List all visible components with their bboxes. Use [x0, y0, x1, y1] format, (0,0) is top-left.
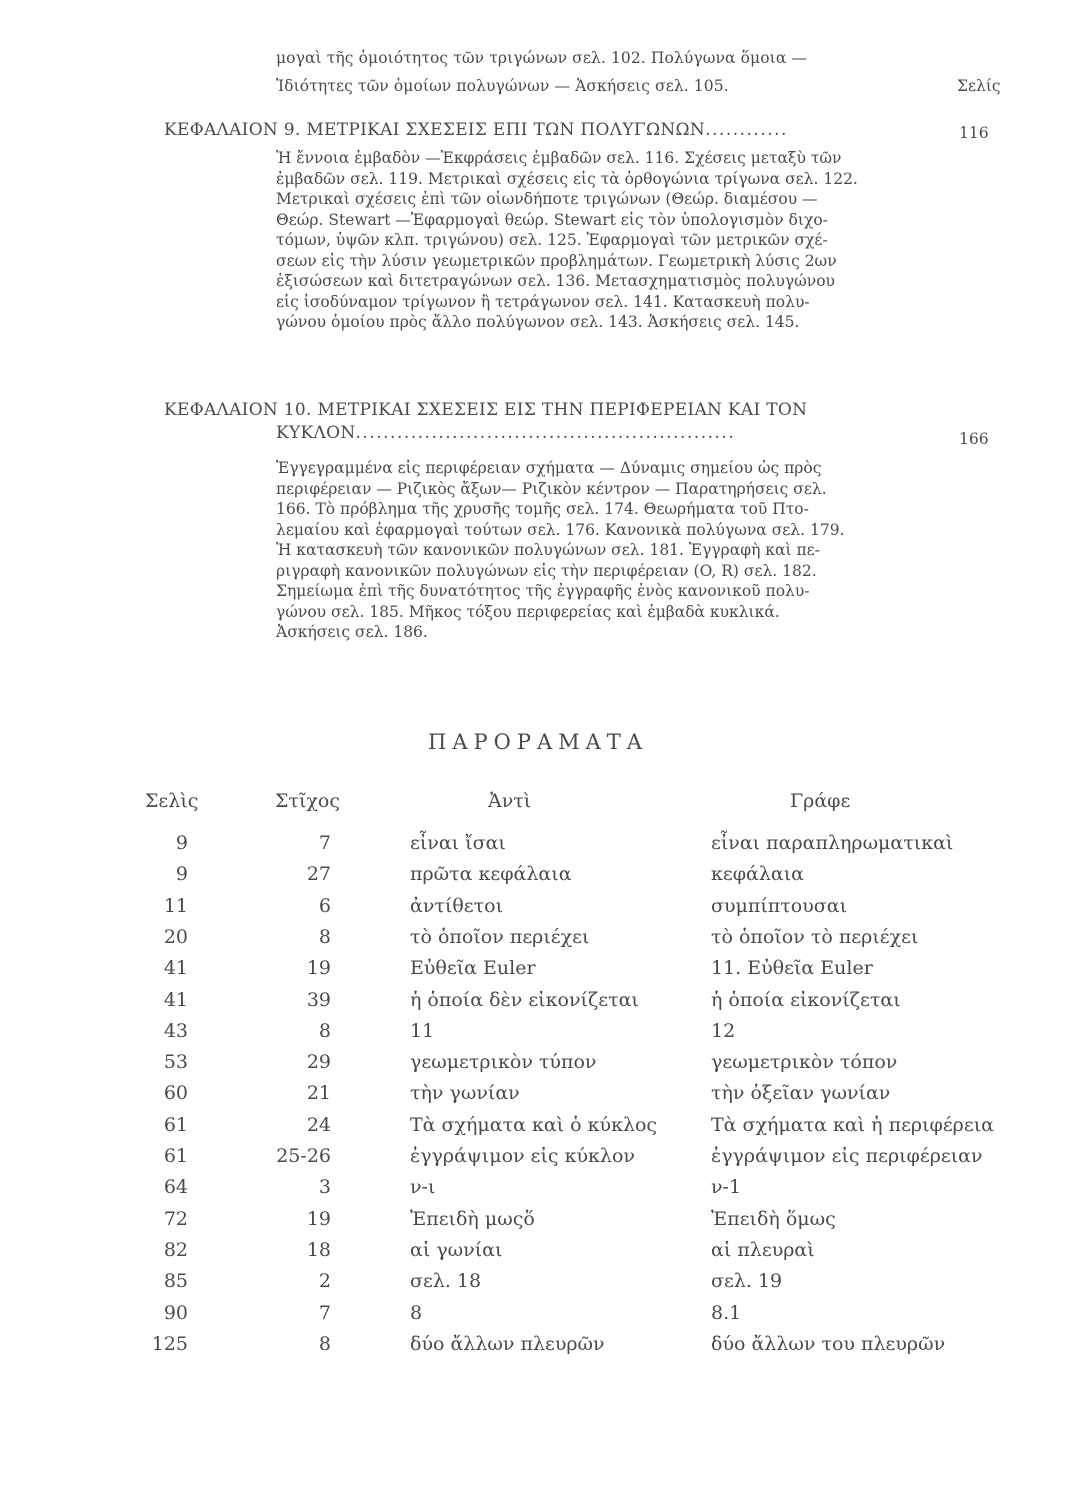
errata-line-cell: 2: [318, 1270, 331, 1293]
description-line: Ἐγγεγραμμένα εἰς περιφέρειαν σχήματα — Δύναμις σημείου ὡς πρὸς: [276, 459, 822, 477]
description-line: Ἀσκήσεις σελ. 186.: [276, 623, 428, 641]
errata-page-cell: 85: [163, 1270, 188, 1293]
continuation-line: μογαὶ τῆς ὁμοιότητος τῶν τριγώνων σελ. 102. Πολύγωνα ὅμοια —: [276, 49, 808, 67]
header-anti: Ἀντὶ: [488, 790, 532, 812]
continuation-line: Ἰδιότητες τῶν ὁμοίων πολυγώνων — Ἀσκήσεις σελ. 105.: [276, 77, 729, 95]
errata-anti-cell: αἱ γωνίαι: [410, 1238, 503, 1261]
errata-line-cell: 8: [318, 1019, 331, 1042]
errata-page-cell: 61: [163, 1145, 188, 1167]
page-column-label: Σελίς: [957, 77, 1001, 95]
chapter-10-description: [276, 458, 845, 643]
errata-anti-cell: Τὰ σχήματα καὶ ὁ κύκλος: [410, 1113, 658, 1136]
table-row: [0, 1270, 1076, 1300]
table-row: [0, 926, 1076, 956]
errata-line-cell: 7: [318, 1301, 331, 1324]
errata-grafe-cell: Ἐπειδὴ ὅμως: [711, 1207, 836, 1230]
errata-page-cell: 72: [163, 1207, 188, 1230]
description-line: Μετρικαὶ σχέσεις ἐπὶ τῶν οἱωνδήποτε τριγώνων (Θεώρ. διαμέσου —: [276, 190, 818, 208]
leader-dots: .......................................................: [355, 423, 736, 443]
errata-page-cell: 41: [163, 957, 188, 980]
errata-anti-cell: Ἐπειδὴ μωςὅ: [410, 1207, 535, 1230]
errata-anti-cell: γεωμετρικὸν τύπον: [410, 1051, 597, 1074]
table-row: [0, 1114, 1076, 1144]
errata-line-cell: 3: [318, 1176, 331, 1199]
description-line: γώνου ὁμοίου πρὸς ἄλλο πολύγωνον σελ. 143. Ἀσκήσεις σελ. 145.: [276, 313, 800, 331]
table-row: [0, 1082, 1076, 1112]
table-row: [0, 1176, 1076, 1206]
errata-line-cell: 18: [306, 1238, 331, 1261]
errata-page-cell: 9: [175, 863, 188, 886]
errata-grafe-cell: δύο ἄλλων του πλευρῶν: [711, 1332, 946, 1355]
table-row: [0, 957, 1076, 987]
errata-anti-cell: 8: [410, 1301, 423, 1324]
header-grafe: Γράφε: [790, 790, 851, 812]
description-line: Ἡ κατασκευὴ τῶν κανονικῶν πολυγώνων σελ. 181. Ἐγγραφὴ καὶ πε-: [276, 541, 820, 559]
chapter-10-page: 166: [959, 430, 989, 448]
description-line: Θεώρ. Stewart —Ἐφαρμογαὶ θεώρ. Stewart εἰς τὸν ὑπολογισμὸν διχο-: [276, 210, 828, 229]
errata-anti-cell: ἐγγράψιμον εἰς κύκλον: [410, 1145, 635, 1167]
table-row: [0, 1239, 1076, 1269]
errata-page-cell: 90: [163, 1301, 188, 1324]
description-line: εἰς ἰσοδύναμον τρίγωνον ἢ τετράγωνον σελ. 141. Κατασκευὴ πολυ-: [276, 292, 810, 311]
table-row: [0, 1020, 1076, 1050]
errata-grafe-cell: γεωμετρικὸν τόπον: [711, 1051, 898, 1074]
table-row: [0, 1333, 1076, 1363]
errata-grafe-cell: αἱ πλευραὶ: [711, 1238, 815, 1261]
errata-anti-cell: Εὐθεῖα Euler: [410, 957, 536, 980]
chapter-9-page: 116: [959, 124, 989, 142]
errata-line-cell: 24: [306, 1113, 331, 1136]
errata-page-cell: 125: [151, 1332, 188, 1355]
errata-line-cell: 19: [306, 1207, 331, 1230]
errata-grafe-cell: τὸ ὁποῖον τὸ περιέχει: [711, 925, 919, 948]
errata-line-cell: 25-26: [276, 1145, 331, 1167]
description-line: τόμων, ὑψῶν κλπ. τριγώνου) σελ. 125. Ἐφαρμογαὶ τῶν μετρικῶν σχέ-: [276, 231, 828, 249]
errata-anti-cell: ἡ ὁποία δὲν εἰκονίζεται: [410, 988, 639, 1011]
errata-title: ΠΑΡΟΡΑΜΑΤΑ: [428, 730, 648, 754]
errata-line-cell: 8: [318, 1332, 331, 1355]
chapter-9-description: [276, 148, 858, 333]
description-line: ριγραφὴ κανονικῶν πολυγώνων εἰς τὴν περιφέρειαν (O, R) σελ. 182.: [276, 561, 817, 580]
errata-line-cell: 7: [318, 832, 331, 854]
errata-grafe-cell: 12: [711, 1019, 736, 1042]
table-row: [0, 863, 1076, 893]
errata-anti-cell: σελ. 18: [410, 1270, 482, 1293]
errata-page-cell: 53: [163, 1051, 188, 1074]
errata-anti-cell: ν-ι: [410, 1176, 436, 1199]
table-row: [0, 1302, 1076, 1332]
errata-anti-cell: δύο ἄλλων πλευρῶν: [410, 1332, 605, 1355]
errata-grafe-cell: 8.1: [711, 1301, 742, 1324]
errata-line-cell: 29: [306, 1051, 331, 1074]
errata-page-cell: 9: [175, 832, 188, 854]
errata-header-row: [0, 790, 1076, 820]
description-line: σεων εἰς τὴν λύσιν γεωμετρικῶν προβλημάτων. Γεωμετρικὴ λύσις 2ων: [276, 251, 837, 270]
errata-grafe-cell: ν-1: [711, 1176, 742, 1199]
errata-page-cell: 64: [163, 1176, 188, 1199]
table-row: [0, 1208, 1076, 1238]
table-row: [0, 832, 1076, 862]
errata-page-cell: 41: [163, 988, 188, 1011]
errata-line-cell: 6: [318, 894, 331, 917]
errata-anti-cell: ἀντίθετοι: [410, 894, 504, 917]
table-row: [0, 989, 1076, 1019]
errata-line-cell: 8: [318, 925, 331, 948]
table-row: [0, 1145, 1076, 1175]
errata-page-cell: 11: [163, 894, 188, 917]
errata-grafe-cell: τὴν ὀξεῖαν γωνίαν: [711, 1082, 891, 1105]
table-row: [0, 895, 1076, 925]
errata-anti-cell: τὸ ὁποῖον περιέχει: [410, 925, 590, 948]
errata-line-cell: 27: [306, 863, 331, 886]
header-page: Σελὶς: [145, 790, 199, 812]
errata-grafe-cell: κεφάλαια: [711, 863, 805, 886]
errata-grafe-cell: ἐγγράψιμον εἰς περιφέρειαν: [711, 1145, 983, 1167]
header-line: Στῖχος: [275, 790, 340, 812]
errata-page-cell: 20: [163, 925, 188, 948]
description-line: Ἡ ἔννοια ἐμβαδὸν —Ἐκφράσεις ἐμβαδῶν σελ. 116. Σχέσεις μεταξὺ τῶν: [276, 149, 842, 167]
errata-anti-cell: 11: [410, 1019, 435, 1042]
leader-dots: ............: [705, 120, 788, 140]
errata-page-cell: 43: [163, 1019, 188, 1042]
errata-grafe-cell: Τὰ σχήματα καὶ ἡ περιφέρεια: [711, 1113, 994, 1136]
errata-grafe-cell: εἶναι παραπληρωματικαὶ: [711, 832, 954, 854]
errata-page-cell: 61: [163, 1113, 188, 1136]
description-line: περιφέρειαν — Ριζικὸς ἄξων— Ριζικὸν κέντρον — Παρατηρήσεις σελ.: [276, 479, 827, 498]
table-row: [0, 1051, 1076, 1081]
errata-page-cell: 60: [163, 1082, 188, 1105]
errata-grafe-cell: συμπίπτουσαι: [711, 894, 848, 917]
description-line: ἐξισώσεων καὶ διτετραγώνων σελ. 136. Μετασχηματισμὸς πολυγώνου: [276, 272, 835, 290]
chapter-10-heading: ΚΕΦΑΛΑΙΟΝ 10. ΜΕΤΡΙΚΑΙ ΣΧΕΣΕΙΣ ΕΙΣ ΤΗΝ ΠΕΡΙΦΕΡΕΙΑΝ ΚΑΙ ΤΟΝ: [164, 400, 808, 420]
description-line: λεμαίου καὶ ἐφαρμογαὶ τούτων σελ. 176. Κανονικὰ πολύγωνα σελ. 179.: [276, 520, 845, 539]
errata-anti-cell: τὴν γωνίαν: [410, 1082, 520, 1105]
errata-grafe-cell: ἡ ὁποία εἰκονίζεται: [711, 988, 901, 1011]
description-line: 166. Τὸ πρόβλημα τῆς χρυσῆς τομῆς σελ. 174. Θεωρήματα τοῦ Πτο-: [276, 500, 809, 518]
errata-anti-cell: εἶναι ἴσαι: [410, 832, 506, 854]
description-line: γώνου σελ. 185. Μῆκος τόξου περιφερείας καὶ ἐμβαδὰ κυκλικά.: [276, 602, 780, 621]
errata-line-cell: 21: [306, 1082, 331, 1105]
errata-grafe-cell: σελ. 19: [711, 1270, 783, 1293]
description-line: ἐμβαδῶν σελ. 119. Μετρικαὶ σχέσεις εἰς τὰ ὀρθογώνια τρίγωνα σελ. 122.: [276, 169, 858, 188]
errata-line-cell: 39: [306, 988, 331, 1011]
errata-page-cell: 82: [163, 1238, 188, 1261]
errata-line-cell: 19: [306, 957, 331, 980]
description-line: Σημείωμα ἐπὶ τῆς δυνατότητος τῆς ἐγγραφῆς ἑνὸς κανονικοῦ πολυ-: [276, 582, 810, 600]
errata-anti-cell: πρῶτα κεφάλαια: [410, 863, 572, 886]
errata-grafe-cell: 11. Εὐθεῖα Euler: [711, 957, 873, 980]
chapter-9-heading: ΚΕΦΑΛΑΙΟΝ 9. ΜΕΤΡΙΚΑΙ ΣΧΕΣΕΙΣ ΕΠΙ ΤΩΝ ΠΟΛΥΓΩΝΩΝ............: [164, 120, 788, 140]
chapter-10-heading-cont: ΚΥΚΛΟΝ.......................................................: [276, 423, 736, 443]
